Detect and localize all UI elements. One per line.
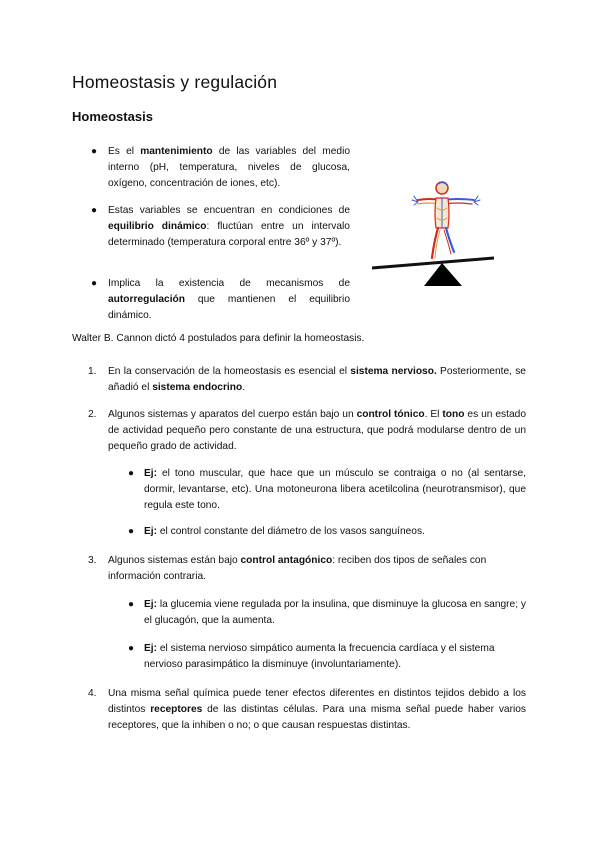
- intro-paragraph: Walter B. Cannon dictó 4 postulados para definir la homeostasis.: [72, 333, 365, 344]
- bullet-marker: ●: [128, 599, 135, 610]
- bullet-item: Es el mantenimiento de las variables del medio interno (pH, temperatura, niveles de glucosa, oxígeno, concentración de iones, etc).: [108, 146, 351, 189]
- list-number: 1.: [88, 366, 97, 377]
- list-number: 2.: [88, 409, 97, 420]
- postulate-item: En la conservación de la homeostasis es esencial el sistema nervioso. Posteriormente, se añadió el sistema endocrino.: [108, 366, 526, 393]
- example-item: Ej: el control constante del diámetro de los vasos sanguíneos.: [144, 526, 425, 537]
- bullet-marker: ●: [91, 278, 98, 289]
- balance-figure-illustration: [366, 180, 502, 290]
- postulate-item: Algunos sistemas están bajo control antagónico: reciben dos tipos de señales con información contraria.: [108, 555, 487, 582]
- postulate-item: Algunos sistemas y aparatos del cuerpo están bajo un control tónico. El tono es un estado de actividad pequeño pero constante de una estructura, que podrá modularse dentro de un pequeño grado de actividad.: [108, 409, 526, 452]
- human-figure: [412, 182, 480, 258]
- bullet-item: Implica la existencia de mecanismos de autorregulación que mantienen el equilibrio dinámico.: [108, 278, 350, 321]
- bullet-marker: ●: [128, 468, 135, 479]
- postulate-item: Una misma señal química puede tener efectos diferentes en distintos tejidos debido a los distintos receptores de las distintas células. Para una misma señal puede haber varios receptores, que la inhiben o no; o que causan respuestas distintas.: [108, 688, 526, 731]
- bullet-item: Estas variables se encuentran en condiciones de equilibrio dinámico: fluctúan entre un intervalo determinado (temperatura corporal entre 36º y 37º).: [108, 205, 350, 248]
- fulcrum-triangle: [424, 263, 462, 286]
- list-number: 3.: [88, 555, 97, 566]
- bullet-marker: ●: [128, 526, 135, 537]
- section-title: Homeostasis: [72, 109, 153, 124]
- bullet-marker: ●: [128, 643, 135, 654]
- example-item: Ej: la glucemia viene regulada por la insulina, que disminuye la glucosa en sangre; y el glucagón, que la aumenta.: [144, 599, 526, 626]
- bullet-marker: ●: [91, 205, 98, 216]
- page-title: Homeostasis y regulación: [72, 72, 278, 92]
- bullet-marker: ●: [91, 146, 98, 157]
- example-item: Ej: el sistema nervioso simpático aumenta la frecuencia cardíaca y el sistema nervioso parasimpático la disminuye (involuntariamente).: [144, 643, 495, 670]
- seesaw-plank: [372, 258, 494, 268]
- list-number: 4.: [88, 688, 97, 699]
- example-item: Ej: el tono muscular, que hace que un músculo se contraiga o no (al sentarse, dormir, levantarse, etc). Una motoneurona libera acetilcolina (neurotransmisor), que regula este tono.: [144, 468, 526, 511]
